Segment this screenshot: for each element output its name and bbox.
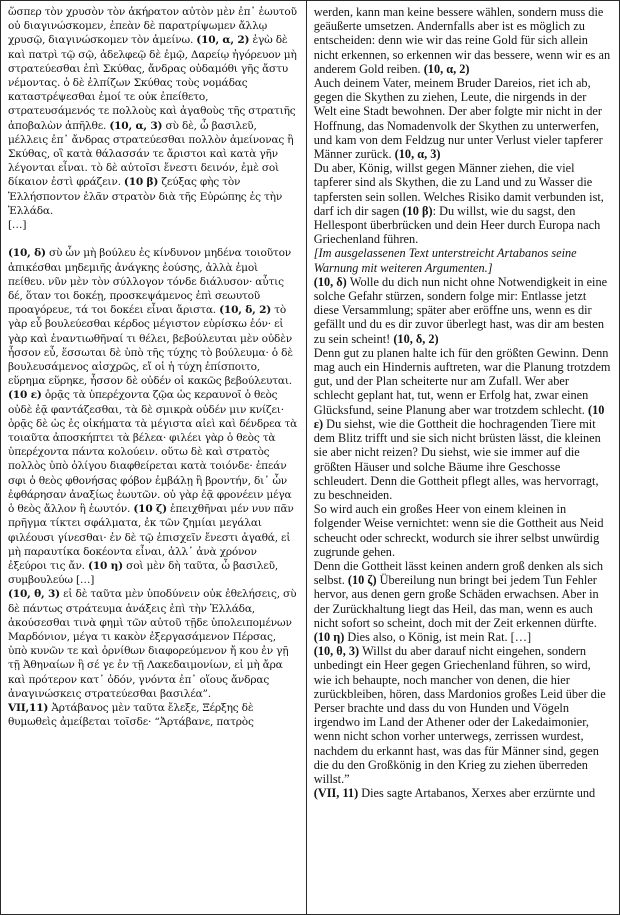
text-run: Wolle du dich nun nicht ohne Notwendigkeit in eine solche Gefahr stürzen, sondern folge mir: Entlasse jetzt diese Versammlung; später aber eröffne uns, wenn es dir gefällt und du es dir zuvor überlegt hast, was dir am besten zu sein scheint! — [313, 274, 608, 346]
section-marker: (10 η) — [88, 559, 123, 572]
paragraph — [8, 5, 298, 218]
text-run: εἰ δὲ ταῦτα μὲν ὑποδύνειν οὐκ ἐθελήσεις, σὺ δὲ πάντως στράτευμα ἀνάξεις ἐπὶ τὴν Ἑλλάδα, ἀκούσεσθαι τινὰ φημὶ τῶν αὐτοῦ τῇδε ὑπολειπομένων Μαρδόνιον, μέγα τι κακὸν ἐξεργασάμενον Πέρσας, ὑπὸ κυνῶν τε καὶ ὀρνίθων διαφορεύμενον ἤ κου ἐν γῇ τῇ Ἀθηναίων ἢ σέ γε ἐν τῇ Λακεδαιμονίων, εἰ μὴ ἄρα καὶ πρότερον κατ᾽ ὁδόν, γνόντα ἐπ᾽ οἵους ἄνδρας ἀναγινώσκεις στρατεύεσθαι βασιλέα”. — [8, 588, 297, 700]
text-run: σὺ δὲ, ὦ βασιλεῦ, μέλλεις ἐπ᾽ ἄνδρας στρατεύεσθαι πολλὸν ἀμείνονας ἢ Σκύθας, οἳ κατὰ θάλασσάν τε ἄριστοι καὶ κατὰ γῆν λέγονται εἶναι. τὸ δὲ αὐτοῖσι ἔνεστι δεινόν, ἐμὲ σοὶ δίκαιον ἐστὶ φράζειν. — [8, 119, 294, 189]
greek-text-column — [1, 1, 307, 914]
text-run: Ἀρτάβανος μὲν ταῦτα ἔλεξε, Ξέρξης δὲ θυμωθεὶς ἀμείβεται τοῖσδε· “Ἀρτάβανε, πατρὸς — [8, 701, 254, 729]
section-marker: (10, θ, 3) — [313, 644, 360, 659]
section-marker: (10, α, 3) — [109, 119, 163, 132]
section-marker: (10 ζ) — [347, 573, 377, 588]
section-marker: (10 β) — [123, 176, 159, 189]
paragraph — [8, 587, 298, 701]
paragraph — [8, 701, 298, 729]
section-marker: (10, δ) — [313, 274, 347, 289]
paragraph — [314, 246, 611, 274]
paragraph — [314, 644, 611, 786]
section-marker: VII,11) — [8, 701, 49, 714]
paragraph — [8, 246, 298, 587]
text-run: τὸ γὰρ εὖ βουλεύεσθαι κέρδος μέγιστον εὑρίσκω ἐόν· εἰ γὰρ καὶ ἐναντιωθῆναί τι θέλει, βεβούλευται μὲν οὐδὲν ἧσσον εὖ, ἕσσωται δὲ ὑπὸ τῆς τύχης τὸ βούλευμα· ὁ δὲ βουλευσάμενος αἰσχρῶς, εἴ οἱ ἡ τύχη ἐπίσποιτο, εὕρημα εὕρηκε, ἧσσον δὲ οὐδέν οἱ κακῶς βεβούλευται. — [8, 304, 293, 388]
text-run: : Du willst, wie du sagst, den Hellespont überbrücken und dein Heer durch Europa nach Griechenland führen. — [313, 203, 601, 247]
german-text-column — [307, 1, 619, 914]
text-run: ὁρᾷς τὰ ὑπερέχοντα ζῷα ὡς κεραυνοῖ ὁ θεὸς οὐδὲ ἐᾷ φαντάζεσθαι, τὰ δὲ σμικρὰ οὐδέν μιν κνίζει· ὁρᾷς δὲ ὡς ἐς οἰκήματα τὰ μέγιστα αἰεὶ καὶ δένδρεα τὰ τοιαῦτα ἀποσκήπτει τὰ βέλεα· φιλέει γὰρ ὁ θεὸς τὰ ὑπερέχοντα πάντα κολούειν. οὕτω δὲ καὶ στρατὸς πολλὸς ὑπὸ ὀλίγου διαφθείρεται κατὰ τοιόνδε· ἐπεάν σφι ὁ θεὸς φθονήσας φόβον ἐμβάλῃ ἢ βροντήν, δι᾽ ὧν ἐφθάρησαν ἀναξίως ἑωυτῶν. οὐ γὰρ ἐᾷ φρονέειν μέγα ὁ θεὸς ἄλλον ἢ ἑωυτόν. — [8, 389, 298, 516]
section-marker: (10, θ, 3) — [8, 588, 60, 601]
paragraph — [314, 502, 611, 559]
section-marker: (10, δ, 2) — [393, 331, 439, 346]
paragraph — [314, 76, 611, 161]
section-marker: (10, δ, 2) — [219, 304, 272, 317]
section-marker: (10 β) — [402, 203, 433, 218]
text-run: ἐπειχθῆναι μέν νυν πᾶν πρῆγμα τίκτει σφάλματα, ἐκ τῶν ζημίαι μεγάλαι φιλέουσι γίνεσθαι· ἐν δὲ τῷ ἐπισχεῖν ἔνεστι ἀγαθά, εἰ μὴ παραυτίκα δοκέοντα εἶναι, ἀλλ᾽ ἀνὰ χρόνον ἐξεύροι τις ἄν. — [8, 503, 294, 572]
text-run: werden, kann man keine bessere wählen, sondern muss die geäußerte umsetzen. Andernfalls aber ist es möglich zu entscheiden: denn wie wir das reine Gold für sich allein nicht erkennen, so erkennen wir das bessere, wenn wir es an anderem Gold reiben. — [313, 5, 611, 76]
paragraph — [314, 275, 611, 346]
section-marker: (10, α, 2) — [423, 61, 470, 76]
text-run: Du aber, König, willst gegen Männer ziehen, die viel tapferer sind als Skythen, die zu Land und zu Wasser die tapfersten sein sollen. Welches Risiko damit verbunden ist, darf ich dir sagen — [313, 161, 604, 218]
paragraph — [314, 161, 611, 246]
text-run: Auch deinem Vater, meinem Bruder Dareios, riet ich ab, gegen die Skythen zu ziehen, Leute, die nirgends in der Welt eine Stadt bewohnen. Der aber folgte mir nicht in der Hoffnung, das Nomadenvolk der Skythen zu unterwerfen, und kam von dem Feldzug nur unter Verlust vieler tapferer Männer zurück. — [313, 76, 603, 162]
text-run: Du siehst, wie die Gottheit die hochragenden Tiere mit dem Blitz trifft und sie sich nicht brüsten lässt, die kleinen sie aber nicht reizen? Du siehst, wie sie immer auf die größten Häuser und solche Bäume ihre Geschosse schleudert. Denn die Gottheit pflegt alles, was hervorragt, zu beschneiden. — [313, 416, 601, 502]
paragraph — [314, 5, 611, 76]
text-run: σὺ ὦν μὴ βούλευ ἐς κίνδυνον μηδένα τοιοῦτον ἀπικέσθαι μηδεμιῆς ἀνάγκης ἐούσης, ἀλλὰ ἐμοὶ πείθευ. νῦν μὲν τὸν σύλλογον τόνδε διάλυσον· αὖτις δέ, ὅταν τοι δοκέῃ, προσκεψάμενος ἐπὶ σεωυτοῦ προαγόρευε, τά τοι δοκέει εἶναι ἄριστα. — [8, 247, 292, 317]
section-marker: (10, α, 2) — [196, 34, 250, 47]
text-run: Denn die Gottheit lässt keinen andern groß denken als sich selbst. — [313, 558, 603, 588]
text-run: Übereilung nun bringt bei jedem Tun Fehler hervor, aus denen gern große Schäden erwachsen. Aber in der Zurückhaltung liegt das Heil, das man, wenn es auch nicht sofort so scheint, doch mit der Zeit erkennen dürfte. — [313, 573, 599, 630]
text-run: σοὶ μὲν δὴ ταῦτα, ὦ βασιλεῦ, συμβουλεύω […] — [8, 559, 279, 587]
text-run: Dies sagte Artabanos, Xerxes aber erzürnte und — [358, 786, 596, 801]
paragraph — [314, 559, 611, 644]
text-run: […] — [8, 219, 27, 232]
section-marker: (10 ε) — [8, 389, 42, 402]
text-run: So wird auch ein großes Heer von einem kleinen in folgender Weise vernichtet: wenn sie die Gottheit aus Neid scheucht oder schreckt, wodurch sie ihrer selbst unwürdig zugrunde gehen. — [313, 502, 604, 559]
section-marker: (10 ζ) — [133, 503, 167, 516]
paragraph — [314, 346, 611, 502]
text-run: Dies also, o König, ist mein Rat. […] — [344, 629, 532, 644]
section-marker: (10, α, 3) — [394, 147, 441, 162]
text-run: Willst du aber darauf nicht eingehen, sondern unbedingt ein Heer gegen Griechenland führen, so wird, wie ich behaupte, noch mancher von denen, die hier zurückbleiben, hören, dass Mardonios großes Leid über die Perser brachte und dass du von Hunden und Vögeln irgendwo im Land der Athener oder der Lakedaimonier, wenn nicht schon vorher unterwegs, zerrissen wurdest, nachdem du erkannt hast, was das für Männer sind, gegen die du den Großkönig in den Krieg zu ziehen überreden willst.” — [313, 644, 606, 786]
section-marker: (10 ε) — [313, 402, 605, 431]
text-run: ἐγὼ δὲ καὶ πατρὶ τῷ σῷ, ἀδελφεῷ δὲ ἐμῷ, Δαρείῳ ἠγόρευον μὴ στρατεύεσθαι ἐπὶ Σκύθας, ἄνδρας οὐδαμόθι γῆς ἄστυ νέμοντας. ὁ δὲ ἐλπίζων Σκύθας τοὺς νομάδας καταστρέψεσθαι ἐμοί τε οὐκ ἐπείθετο, στρατευσάμενός τε πολλοὺς καὶ ἀγαθοὺς τῆς στρατιῆς ἀποβαλὼν ἀπῆλθε. — [8, 34, 297, 132]
section-marker: (VII, 11) — [313, 786, 359, 801]
paragraph — [314, 786, 611, 800]
text-run: ζεύξας φὴς τὸν Ἑλλήσποντον ἐλᾶν στρατὸν διὰ τῆς Εὐρώπης ἐς τὴν Ἑλλάδα. — [8, 176, 283, 217]
section-marker: (10, δ) — [8, 247, 46, 260]
editorial-note: [Im ausgelassenen Text unterstreicht Artabanos seine Warnung mit weiteren Argumenten.] — [313, 246, 577, 275]
paragraph — [8, 218, 298, 232]
text-run: ὥσπερ τὸν χρυσὸν τὸν ἀκήρατον αὐτὸν μὲν ἐπ᾽ ἑωυτοῦ οὐ διαγινώσκομεν, ἐπεὰν δὲ παρατρίψωμεν ἄλλῳ χρυσῷ, διαγινώσκομεν τὸν ἀμείνω. — [8, 6, 297, 47]
text-run: Denn gut zu planen halte ich für den größten Gewinn. Denn mag auch ein Hindernis auftreten, war die Planung trotzdem gut, und der Plan scheiterte nur am Zufall. Wer aber schlecht geplant hat, tut, wenn er Erfolg hat, zwar einen Glücksfund, seine Planung aber war trotzdem schlecht. — [313, 345, 611, 417]
section-marker: (10 η) — [313, 629, 345, 644]
